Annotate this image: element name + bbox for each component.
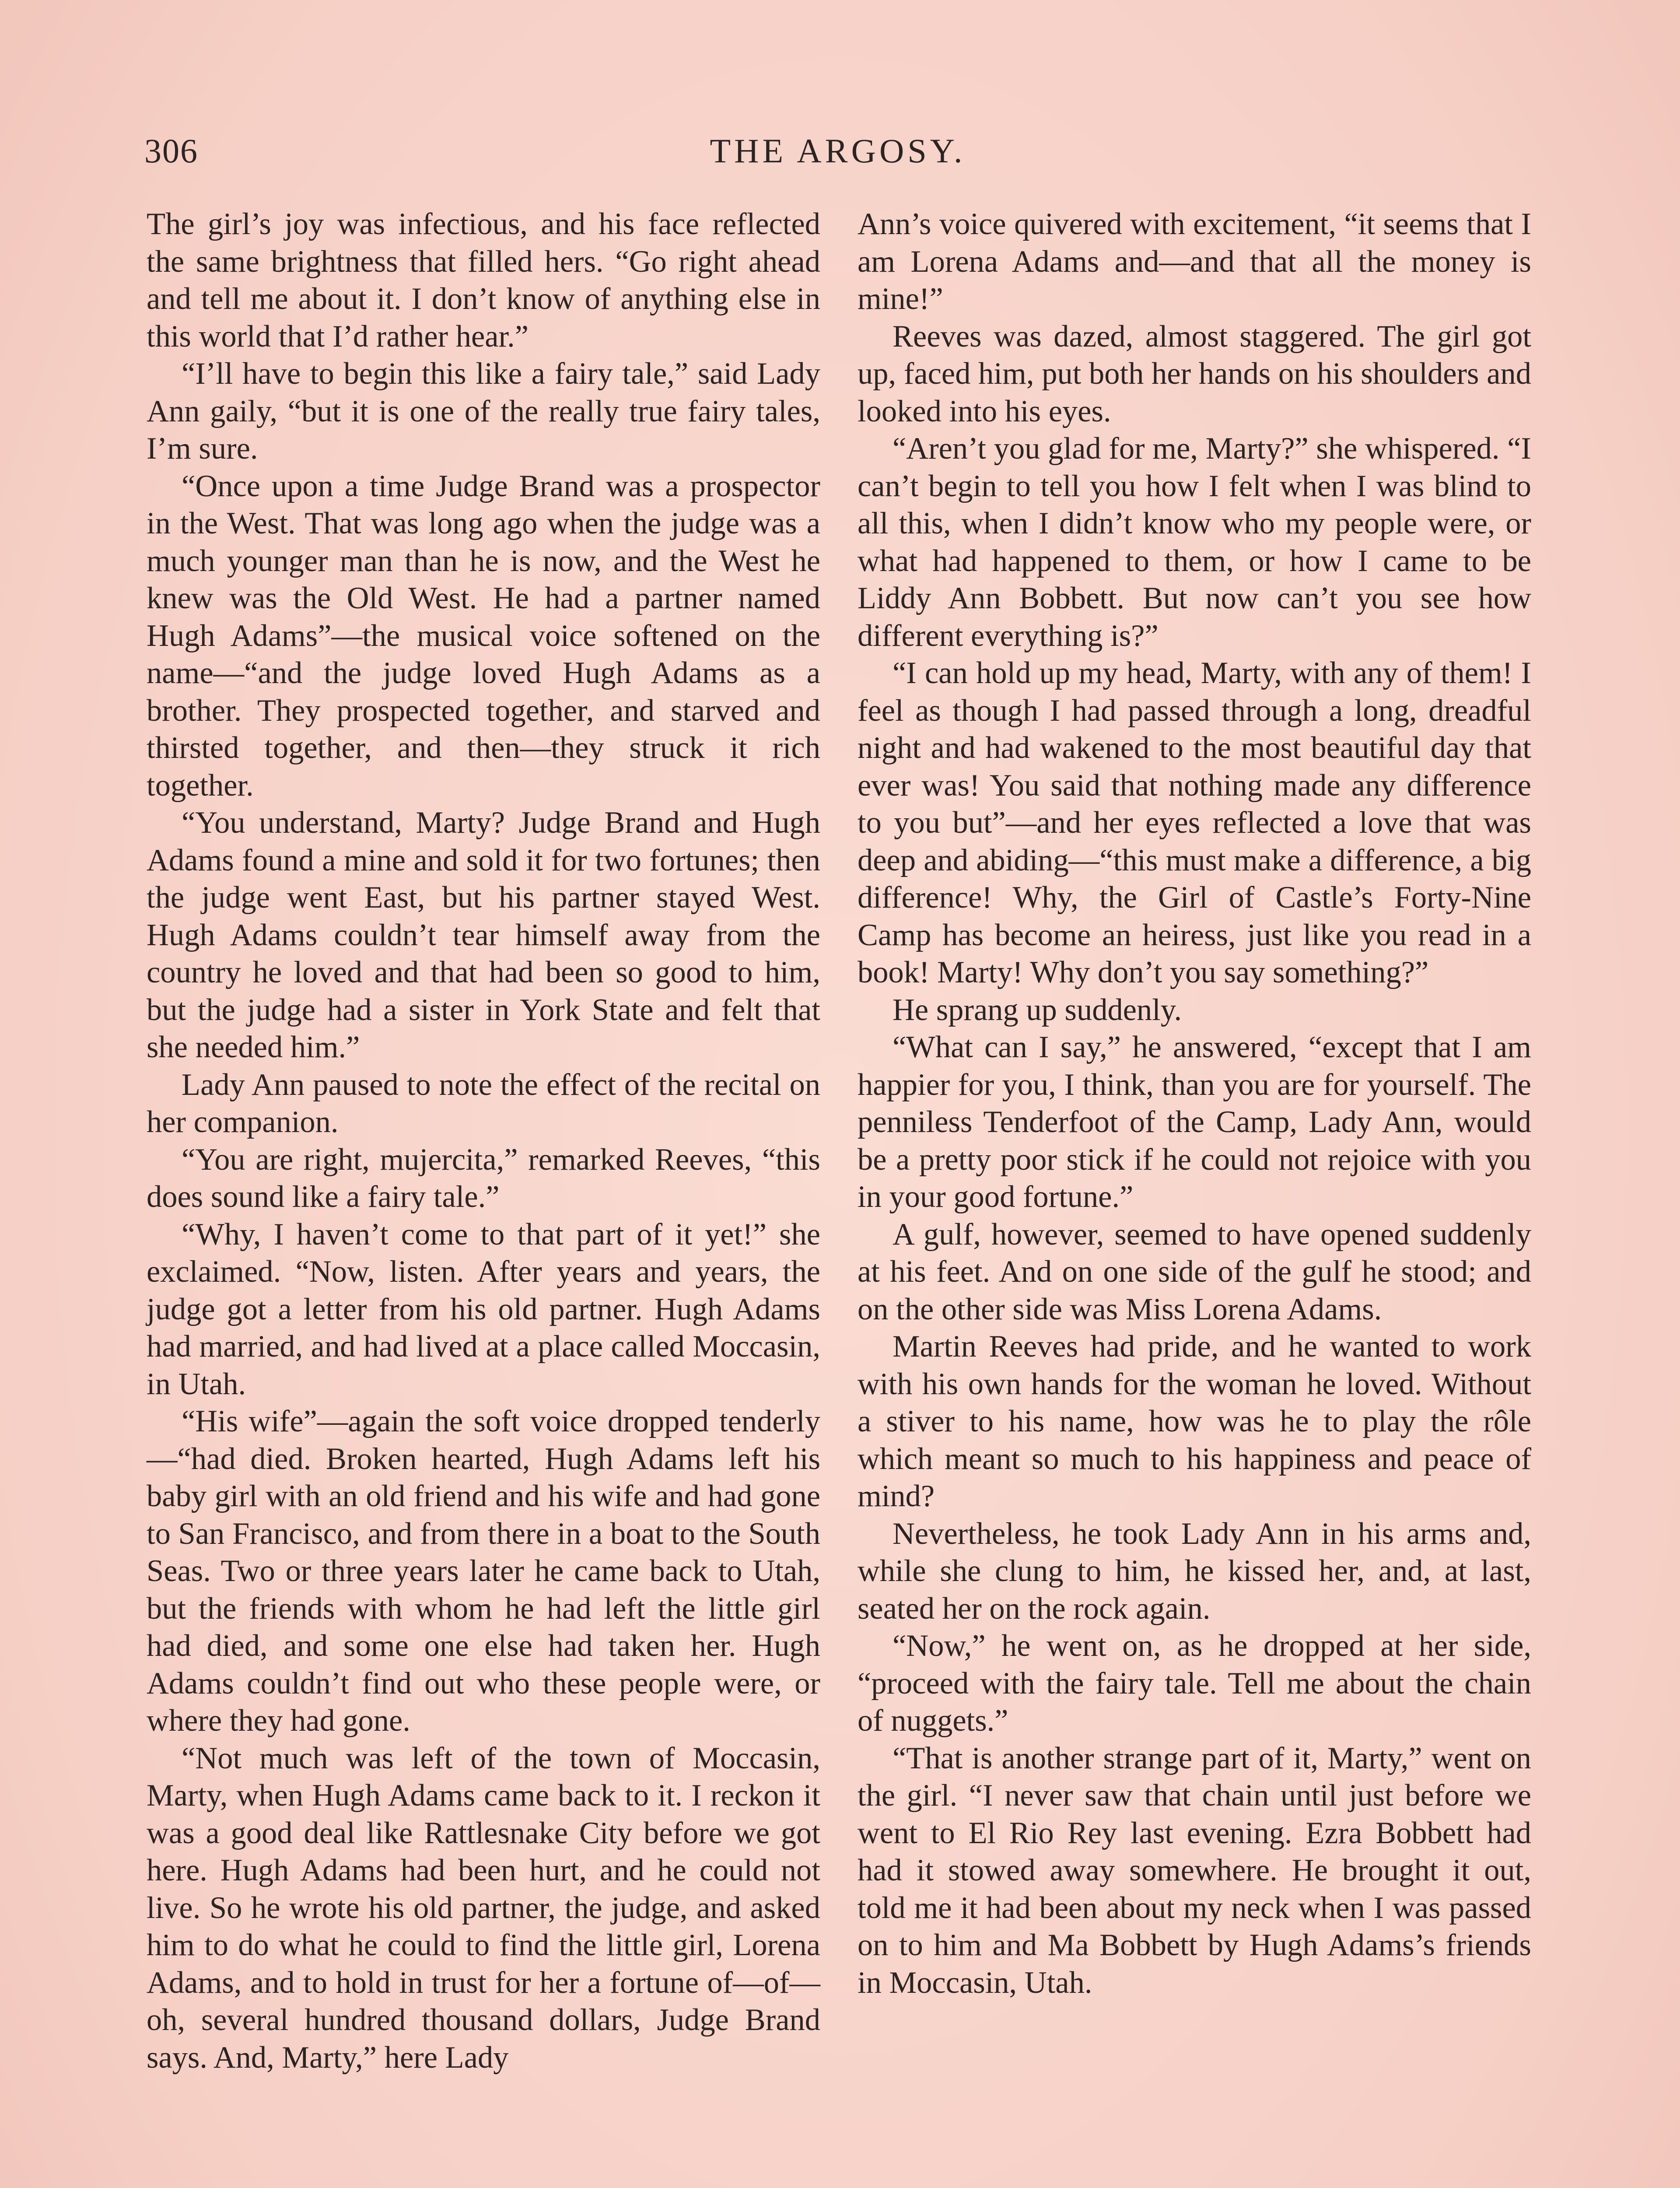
paragraph: “Once upon a time Judge Brand was a prospector in the West. That was long ago when the judge was a much younger man than he is now, and the West he knew was the Old West. He had a partner named Hugh Adams”—the musical voice softened on the name—“and the judge loved Hugh Adams as a brother. They prospected together, and starved and thirsted together, and then—they struck it rich together. — [147, 469, 820, 803]
paragraph: “You are right, mujercita,” remarked Reeves, “this does sound like a fairy tale.” — [147, 1142, 820, 1214]
paragraph: “His wife”—again the soft voice dropped tenderly—“had died. Broken hearted, Hugh Adams left his baby girl with an old friend and his wife and had gone to San Francisco, and from there in a boat to the South Seas. Two or three years later he came back to Utah, but the friends with whom he had left the little girl had died, and some one else had taken her. Hugh Adams couldn’t find out who these people were, or where they had gone. — [147, 1404, 820, 1738]
paragraph: “Not much was left of the town of Moccasin, Marty, when Hugh Adams came back to it. I reckon it was a good deal like Rattlesnake City before we got here. Hugh Adams had been hurt, and he could not live. So he wrote his old partner, the judge, and asked him to do what he could to find the little girl, Lorena Adams, and to hold in trust for her a fortune of—of—oh, several hundred thousand dollars, Judge Brand says. And, Marty,” here Lady — [147, 1741, 820, 2075]
journal-title: THE ARGOSY. — [710, 132, 966, 170]
paragraph: Ann’s voice quivered with excitement, “it seems that I am Lorena Adams and—and that all the money is mine!” — [858, 207, 1531, 316]
paragraph: “Why, I haven’t come to that part of it yet!” she exclaimed. “Now, listen. After years and years, the judge got a letter from his old partner. Hugh Adams had married, and had lived at a place called Moccasin, in Utah. — [147, 1217, 820, 1401]
paragraph: He sprang up suddenly. — [892, 992, 1182, 1027]
paragraph: “I’ll have to begin this like a fairy tale,” said Lady Ann gaily, “but it is one of the really true fairy tales, I’m sure. — [147, 357, 820, 466]
paragraph: The girl’s joy was infectious, and his face reflected the same brightness that filled hers. “Go right ahead and tell me about it. I don’t know of anything else in this world that I’d rather hear.” — [147, 207, 820, 354]
paragraph: “Now,” he went on, as he dropped at her side, “proceed with the fairy tale. Tell me about the chain of nuggets.” — [858, 1629, 1531, 1738]
paragraph: Reeves was dazed, almost staggered. The girl got up, faced him, put both her hands on his shoulders and looked into his eyes. — [858, 319, 1531, 428]
paragraph: Martin Reeves had pride, and he wanted to work with his own hands for the woman he loved. Without a stiver to his name, how was he to play the rôle which meant so much to his happiness and peace of mind? — [858, 1329, 1531, 1513]
paragraph: “Aren’t you glad for me, Marty?” she whispered. “I can’t begin to tell you how I felt when I was blind to all this, when I didn’t know who my people were, or what had happened to them, or how I came to be Liddy Ann Bobbett. But now can’t you see how different everything is?” — [858, 431, 1531, 653]
page-number: 306 — [144, 132, 198, 170]
right-column — [858, 206, 1531, 2002]
paragraph: “That is another strange part of it, Marty,” went on the girl. “I never saw that chain until just before we went to El Rio Rey last evening. Ezra Bobbett had had it stowed away somewhere. He brought it out, told me it had been about my neck when I was passed on to him and Ma Bobbett by Hugh Adams’s friends in Moccasin, Utah. — [858, 1741, 1531, 2000]
paragraph: “You understand, Marty? Judge Brand and Hugh Adams found a mine and sold it for two fortunes; then the judge went East, but his partner stayed West. Hugh Adams couldn’t tear himself away from the country he loved and that had been so good to him, but the judge had a sister in York State and felt that she needed him.” — [147, 806, 820, 1064]
paragraph: “What can I say,” he answered, “except that I am happier for you, I think, than you are for yourself. The penniless Tenderfoot of the Camp, Lady Ann, would be a pretty poor stick if he could not rejoice with you in your good fortune.” — [858, 1030, 1531, 1214]
paragraph: Nevertheless, he took Lady Ann in his arms and, while she clung to him, he kissed her, and, at last, seated her on the rock again. — [858, 1516, 1531, 1626]
paragraph: Lady Ann paused to note the effect of the recital on her companion. — [147, 1067, 820, 1139]
left-column — [147, 206, 820, 2076]
paragraph: A gulf, however, seemed to have opened suddenly at his feet. And on one side of the gulf he stood; and on the other side was Miss Lorena Adams. — [858, 1217, 1531, 1326]
paragraph: “I can hold up my head, Marty, with any of them! I feel as though I had passed through a long, dreadful night and had wakened to the most beautiful day that ever was! You said that nothing made any difference to you but”—and her eyes reflected a love that was deep and abiding—“this must make a difference, a big difference! Why, the Girl of Castle’s Forty-Nine Camp has become an heiress, just like you read in a book! Marty! Why don’t you say something?” — [858, 656, 1531, 989]
running-head — [144, 131, 1531, 179]
